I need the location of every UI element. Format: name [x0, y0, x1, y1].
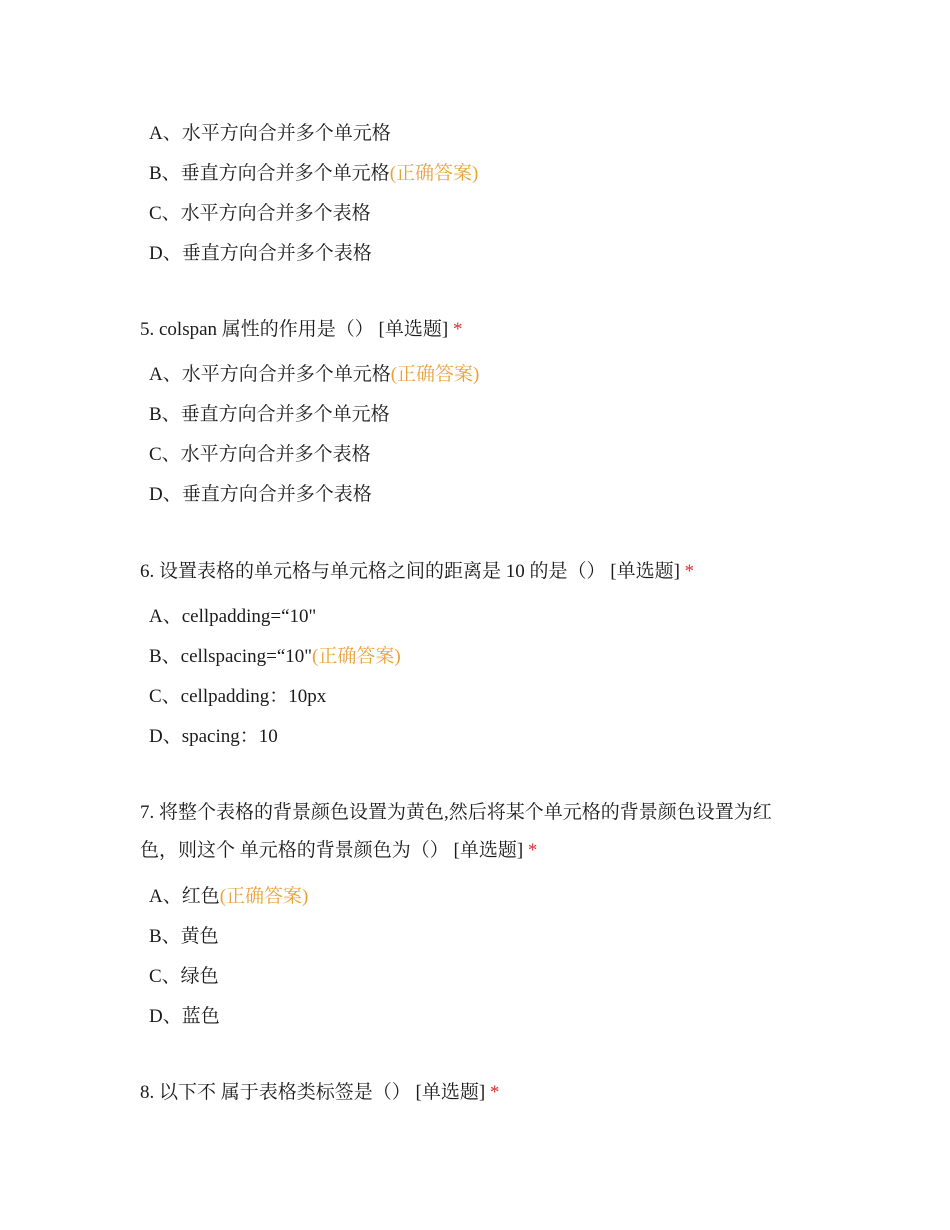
required-mark: * [489, 1082, 500, 1103]
correct-answer-tag: (正确答案) [389, 163, 479, 184]
required-mark: * [452, 319, 463, 340]
option-d [149, 475, 479, 515]
question-title-5 [140, 311, 800, 349]
option-text: D、垂直方向合并多个表格 [149, 484, 372, 505]
option-b [149, 154, 478, 194]
required-mark: * [684, 561, 695, 582]
option-text: D、垂直方向合并多个表格 [149, 243, 372, 264]
option-text: D、蓝色 [149, 1006, 220, 1027]
option-a [149, 114, 478, 154]
question-text: 7. 将整个表格的背景颜色设置为黄色,然后将某个单元格的背景颜色设置为红色，则这个 单元格的背景颜色为（） [单选题] [140, 802, 772, 861]
options-list-q4 [149, 114, 478, 274]
option-a [149, 597, 401, 637]
option-text: C、绿色 [149, 966, 219, 987]
question-title-8 [140, 1074, 800, 1112]
question-text: 6. 设置表格的单元格与单元格之间的距离是 10 的是（） [单选题] [140, 561, 680, 582]
option-text: C、水平方向合并多个表格 [149, 203, 371, 224]
option-c [149, 435, 479, 475]
correct-answer-tag: (正确答案) [390, 364, 480, 385]
option-text: C、cellpadding：10px [149, 686, 327, 707]
options-list-q7 [149, 877, 308, 1037]
option-text: B、垂直方向合并多个单元格 [149, 163, 390, 184]
option-text: B、垂直方向合并多个单元格 [149, 404, 390, 425]
option-text: C、水平方向合并多个表格 [149, 444, 371, 465]
option-text: B、cellspacing=“10" [149, 646, 313, 667]
option-a [149, 355, 479, 395]
option-text: D、spacing：10 [149, 726, 278, 747]
option-c [149, 677, 401, 717]
required-mark: * [527, 840, 538, 861]
question-title-6 [140, 553, 800, 591]
option-text: A、红色 [149, 886, 220, 907]
correct-answer-tag: (正确答案) [312, 646, 401, 667]
option-c [149, 194, 478, 234]
option-c [149, 957, 308, 997]
question-title-7 [140, 794, 800, 870]
option-text: A、cellpadding=“10" [149, 606, 317, 627]
option-b [149, 395, 479, 435]
option-b [149, 917, 308, 957]
option-text: B、黄色 [149, 926, 219, 947]
options-list-q6 [149, 597, 401, 757]
option-a [149, 877, 308, 917]
options-list-q5 [149, 355, 479, 515]
correct-answer-tag: (正确答案) [219, 886, 309, 907]
question-text: 8. 以下不 属于表格类标签是（） [单选题] [140, 1082, 486, 1103]
option-text: A、水平方向合并多个单元格 [149, 364, 391, 385]
option-d [149, 997, 308, 1037]
question-text: 5. colspan 属性的作用是（） [单选题] [140, 319, 449, 340]
option-b [149, 637, 401, 677]
option-text: A、水平方向合并多个单元格 [149, 123, 391, 144]
option-d [149, 234, 478, 274]
option-d [149, 717, 401, 757]
